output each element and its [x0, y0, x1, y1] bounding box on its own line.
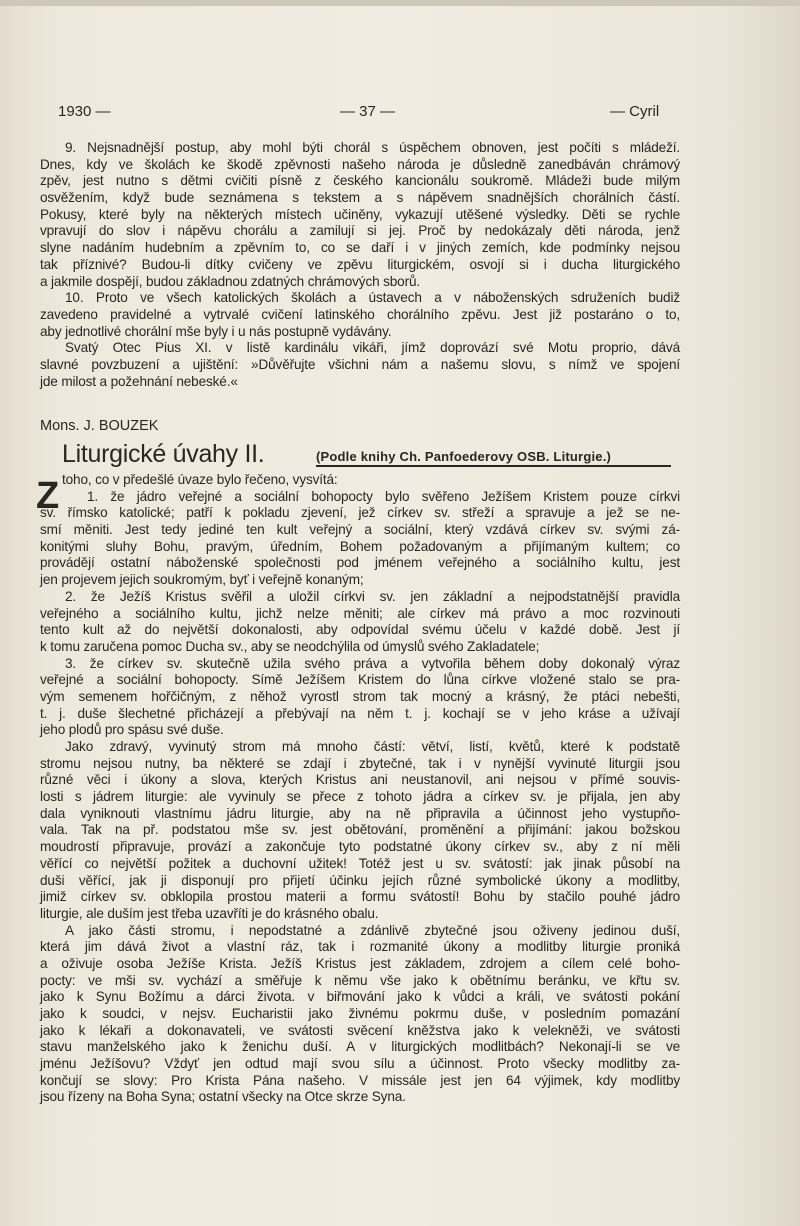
- text-line: 3. že církev sv. skutečně užila svého práva a vytvořila během doby dokonalý výraz: [65, 655, 680, 671]
- text-line: t. j. duše šlechetné přicházejí a přebývají na něm t. j. kochají se v jeho kráse a užívají: [40, 705, 680, 721]
- text-line: smí měniti. Jest tedy jediné ten kult veřejný a sociální, který vzdává církev sv. svými zá-: [40, 522, 680, 538]
- text-line: jde milost a požehnání nebeské.«: [40, 373, 238, 389]
- text-line: 9. Nejsnadnější postup, aby mohl býti chorál s úspěchem obnoven, jest počíti s mládeží.: [65, 140, 680, 155]
- text-line: aby jednotlivé chorální mše byly i u nás postupně vydávány.: [40, 323, 392, 339]
- text-line: veřejné a sociální bohopocty. Símě Ježíšem Kristem do lůna církve vložené stalo se pra-: [40, 672, 680, 688]
- article-title: Liturgické úvahy II.: [62, 440, 265, 468]
- paragraph: [40, 489, 680, 589]
- text-line: Jako zdravý, vyvinutý strom má mnoho částí: větví, listí, květů, které k podstatě: [65, 739, 680, 754]
- paragraph: [40, 340, 680, 390]
- text-line: Svatý Otec Pius XI. v listě kardinálu vikáři, jímž doprovází své Motu proprio, dává: [65, 340, 680, 356]
- paragraph: [40, 656, 680, 739]
- text-line: liturgie, ale duším jest třeba uzavříti je do krásného obalu.: [40, 905, 379, 921]
- article-author: Mons. J. BOUZEK: [40, 418, 159, 434]
- paragraph: [40, 472, 680, 489]
- text-line: stromu nejsou nutny, ba některé se zdají i zbytečné, tak i v nynější vyvinuté liturgii jsou: [40, 755, 680, 771]
- text-line: Dnes, kdy ve školách ke škodě zpěvnosti našeho národa je důsledně zanedbáván chrámový: [40, 156, 680, 172]
- paragraph: [40, 290, 680, 340]
- text-line: věřící co největší požitek a duchovní užitek! Totéž jest u sv. svátostí: jak jinak působí na: [40, 855, 680, 871]
- header-year: 1930 —: [58, 103, 111, 120]
- text-line: jako k Synu Božímu a dárci života. v biřmování jako k vůdci a králi, ve svátosti pokání: [40, 989, 680, 1005]
- text-line: A jako části stromu, i nepodstatné a zdánlivě zbytečné jsou oživeny jedinou duší,: [65, 922, 680, 938]
- paragraph: [40, 140, 680, 290]
- text-line: jeho plodů pro spásu své duše.: [40, 722, 224, 738]
- text-line: slavné povzbuzení a ujištění: »Důvěřujte všichni nám a našemu slovu, s nímž ve spojení: [40, 356, 680, 372]
- article-subtitle: (Podle knihy Ch. Panfoederovy OSB. Liturgie.): [316, 449, 671, 467]
- text-line: Pokusy, které byly na některých místech učiněny, vykazují utěšené výsledky. Děti se rychle: [40, 206, 680, 222]
- page-edge: [0, 0, 800, 6]
- text-line: jako k lékaři a dokonavateli, ve svátosti svěcení kněžstva jako k velekněži, ve svátosti: [40, 1022, 680, 1038]
- text-line: jsou řízeny na Boha Syna; ostatní všecky na Otce skrze Syna.: [40, 1089, 406, 1105]
- text-line: která jim dává život a vlastní ráz, tak i rozmanité úkony a modlitby liturgie proniká: [40, 939, 680, 955]
- text-line: vpravují do slov i nápěvu chorálu a zamilují si jej. Proč by nedokázaly děti národa, jenž: [40, 223, 680, 239]
- text-line: konitými sluhy Bohu, pravým, úředním, Bohem požadovaným a přijímaným kultem; co: [40, 538, 680, 554]
- text-line: jako k soudci, v nejsv. Eucharistii jako živnému pokrmu duše, v posledním pomazání: [40, 1006, 680, 1021]
- paragraph: [40, 739, 680, 923]
- text-line: toho, co v předešlé úvaze bylo řečeno, vysvítá:: [62, 472, 338, 487]
- text-line: a oživuje osoba Ježíše Krista. Ježíš Kristus jest základem, zdrojem a cílem celé boho-: [40, 955, 680, 971]
- header-journal: — Cyril: [610, 103, 660, 120]
- paragraph: [40, 923, 680, 1107]
- text-line: stavu manželského jako k ženichu duší. A v liturgických modlitbách? Nekonají-li se ve: [40, 1039, 680, 1055]
- text-line: veřejného a sociálního kultu, jichž nelze měniti; ale církev má právo a moc rozvinouti: [40, 605, 680, 621]
- text-line: končují se slovy: Pro Krista Pána našeho. V missále jest jen 64 výjimek, kdy modlitby: [40, 1072, 680, 1088]
- text-line: slyne nadáním hudebním a zpěvním to, co se daří i v jiných zemích, kde podmínky nejsou: [40, 240, 680, 256]
- text-line: sv. římsko katolické; patří k pokladu zjevení, jež církev sv. střeží a spravuje a jež se ne-: [40, 505, 680, 521]
- text-line: duši věřící, jak ji disponují pro přijetí účinku jejích různé symbolické úkony a modlitby,: [40, 872, 680, 888]
- article-body: [40, 472, 680, 1106]
- drop-cap: Z: [36, 475, 60, 517]
- paragraph: [40, 589, 680, 656]
- text-line: tak příznivé? Budou-li dítky cvičeny ve zpěvu liturgickém, osvojí si i ducha liturgického: [40, 256, 680, 272]
- text-line: jimiž církev sv. obklopila prostou materii a formu svátostí! Bohu by stačilo pouhé jádro: [40, 889, 680, 905]
- text-line: dala vyniknouti vlastnímu jádru liturgie, aby na ně připravila a účinnost jeho vystupňo-: [40, 805, 680, 821]
- text-line: a jakmile dospějí, budou základnou zdatných chrámových sborů.: [40, 273, 421, 289]
- text-line: osvěžením, když bude seznámena s tekstem a s nápěvem snadnějších chorálních částí.: [40, 190, 680, 206]
- text-line: pocty: ve mši sv. vychází a směřuje k němu vše jako k obětnímu beránku, ve křtu sv.: [40, 972, 680, 988]
- text-line: losti s jádrem liturgie: ale vyvinuly se přece z tohoto jádra a církev sv. je přijala, jen aby: [40, 789, 680, 805]
- text-line: různé věci i úkony a slova, kterých Kristus ani neustanovil, ani nejsou v přímé souvis-: [40, 772, 680, 788]
- section-chant-text: [40, 140, 680, 390]
- text-line: zpěv, jest nutno s dětmi cvičiti písně z českého kancionálu soukromě. Mládeži bude milým: [40, 173, 680, 189]
- text-line: 10. Proto ve všech katolických školách a ústavech a v náboženských sdruženích budiž: [65, 290, 680, 306]
- page-number: — 37 —: [340, 103, 396, 120]
- text-line: 1. že jádro veřejné a sociální bohopocty bylo svěřeno Ježíšem Kristem pouze církvi: [87, 488, 680, 504]
- text-line: vala. Tak na př. podstatou mše sv. jest obětování, proměnění a přijímání: jakou božskou: [40, 822, 680, 838]
- text-line: 2. že Ježíš Kristus svěřil a uložil církvi sv. jen základní a nejpodstatnější pravidla: [65, 588, 680, 604]
- text-line: jen projevem jejich soukromým, byť i veřejně konaným;: [40, 572, 364, 588]
- text-line: moudrostí připravuje, provází a zakončuje tyto podstatné úkony církev sv., aby z ní měli: [40, 839, 680, 855]
- text-line: vým semenem hořčičným, z něhož vyrostl strom tak mocný a krásný, že ptáci nebešti,: [40, 688, 680, 704]
- text-line: k tomu zaručena pomoc Ducha sv., aby se neodchýlila od úmyslů svého Zakladatele;: [40, 638, 540, 654]
- text-line: tento kult až do největší dokonalosti, aby odpovídal svému účelu v každé době. Jest jí: [40, 622, 680, 638]
- text-line: provádějí ostatní náboženské společnosti pod jménem veřejného a sociálního kultu, jest: [40, 555, 680, 571]
- text-line: jménu Ježíšovu? Vždyť jen odtud mají svou sílu a účinnost. Proto všecky modlitby za-: [40, 1056, 680, 1072]
- text-line: zavedeno pravidelné a vytrvalé cvičení latinského chorálního zpěvu. Jest již postaráno o to,: [40, 306, 680, 322]
